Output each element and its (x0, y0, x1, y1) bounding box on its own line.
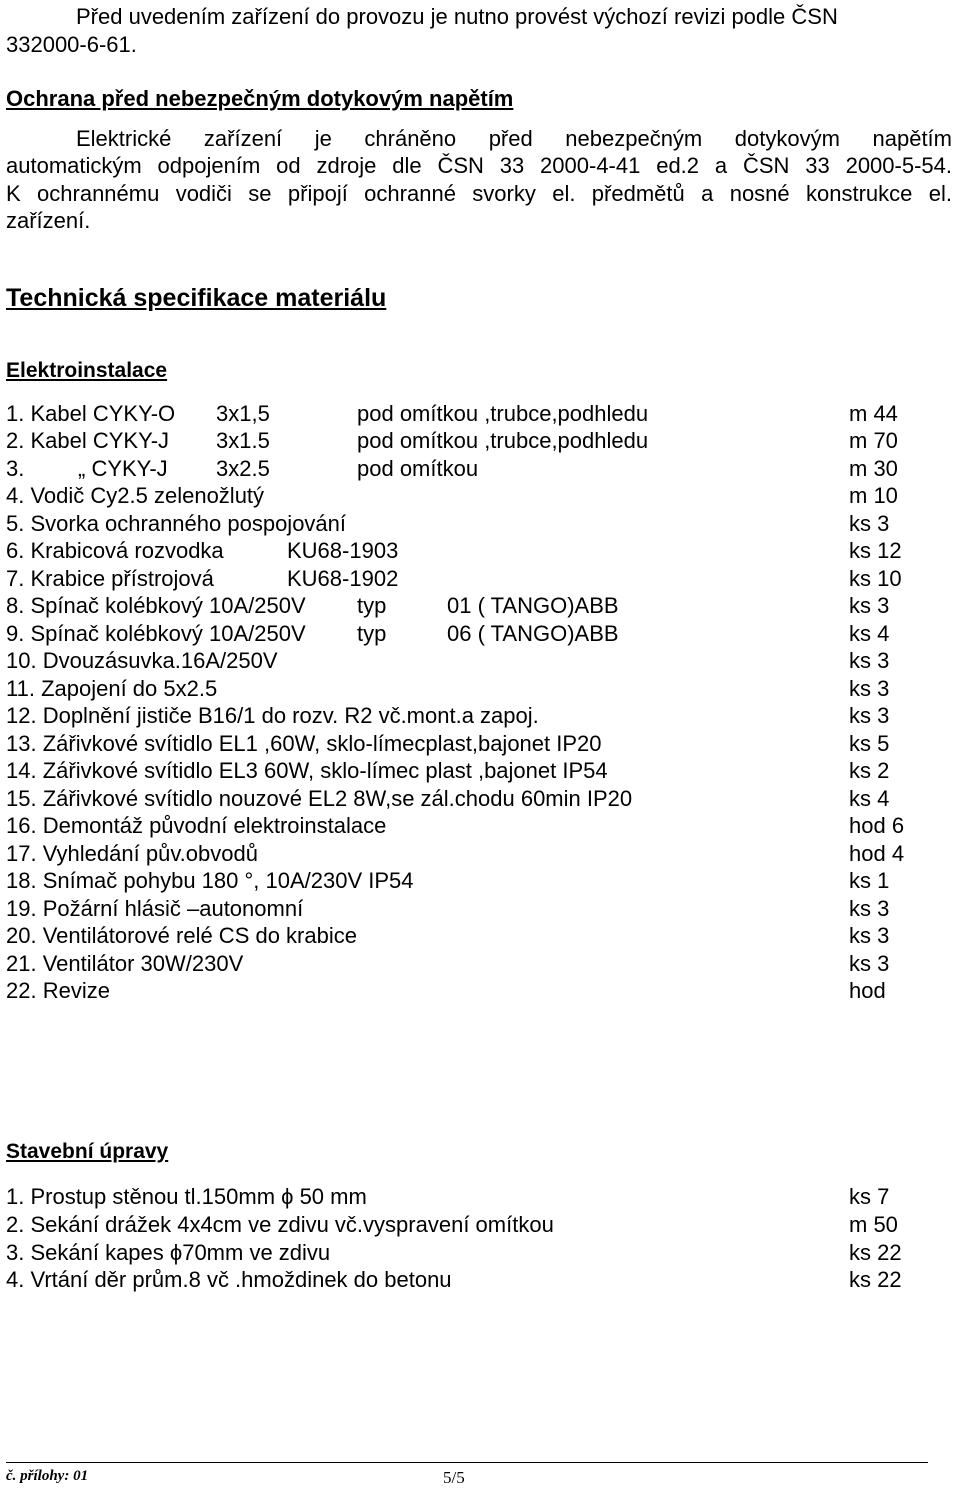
item-size: 3x2.5 (216, 456, 270, 481)
protection-line-2: automatickým odpojením od zdroje dle ČSN 33 2000-4-41 ed.2 a ČSN 33 2000-5-54. (6, 153, 952, 178)
item-text: 21. Ventilátor 30W/230V (6, 951, 244, 976)
item-text: 4. Vrtání děr prům.8 vč .hmoždinek do betonu (6, 1267, 452, 1292)
protection-line-1: Elektrické zařízení je chráněno před nebezpečným dotykovým napětím (76, 126, 952, 151)
protection-heading: Ochrana před nebezpečným dotykovým napětím (6, 86, 514, 111)
item-quantity: ks 3 (849, 593, 890, 618)
item-text: 5. Svorka ochranného pospojování (6, 511, 347, 536)
footer-page-number: 5/5 (443, 1468, 465, 1487)
item-text: 3. Sekání kapes ϕ70mm ve zdivu (6, 1240, 331, 1265)
item-text: 3. (6, 456, 25, 481)
item-text: 4. Vodič Cy2.5 zelenožlutý (6, 483, 265, 508)
item-quantity: m 70 (849, 428, 898, 453)
item-quantity: ks 1 (849, 868, 890, 893)
spec-title: Technická specifikace materiálu (6, 284, 387, 312)
item-quantity: ks 4 (849, 621, 890, 646)
item-quantity: ks 12 (849, 538, 902, 563)
item-text: 9. Spínač kolébkový 10A/250V (6, 621, 306, 646)
item-quantity: m 50 (849, 1212, 898, 1237)
item-quantity: ks 22 (849, 1240, 902, 1265)
item-text: 2. Kabel CYKY-J (6, 428, 170, 453)
item-text: 19. Požární hlásič –autonomní (6, 896, 304, 921)
footer-divider (6, 1462, 928, 1463)
item-size: 3x1.5 (216, 428, 270, 453)
protection-line-4: zařízení. (6, 208, 91, 233)
item-quantity: hod (849, 978, 886, 1003)
item-quantity: ks 3 (849, 896, 890, 921)
item-quantity: m 10 (849, 483, 898, 508)
item-quantity: ks 3 (849, 511, 890, 536)
item-quantity: ks 3 (849, 923, 890, 948)
item-text: 18. Snímač pohybu 180 °, 10A/230V IP54 (6, 868, 414, 893)
footer-attachment: č. přílohy: 01 (6, 1468, 89, 1484)
intro-line-1: Před uvedením zařízení do provozu je nutno provést výchozí revizi podle ČSN (76, 4, 838, 29)
item-quantity: ks 2 (849, 758, 890, 783)
item-text: 22. Revize (6, 978, 110, 1003)
item-quantity: hod 6 (849, 813, 905, 838)
item-quantity: m 44 (849, 401, 898, 426)
item-location: pod omítkou ,trubce,podhledu (357, 428, 649, 453)
item-location: pod omítkou ,trubce,podhledu (357, 401, 649, 426)
item-text: 8. Spínač kolébkový 10A/250V (6, 593, 306, 618)
item-quantity: ks 4 (849, 786, 890, 811)
item-location: pod omítkou (357, 456, 479, 481)
item-text: 7. Krabice přístrojová (6, 566, 214, 591)
item-text: 15. Zářivkové svítidlo nouzové EL2 8W,se zál.chodu 60min IP20 (6, 786, 633, 811)
item-quantity: ks 10 (849, 566, 902, 591)
protection-line-3: K ochrannému vodiči se připojí ochranné svorky el. předmětů a nosné konstrukce el. (6, 181, 952, 206)
item-text: 16. Demontáž původní elektroinstalace (6, 813, 387, 838)
item-text: 20. Ventilátorové relé CS do krabice (6, 923, 357, 948)
item-text: 12. Doplnění jističe B16/1 do rozv. R2 vč.mont.a zapoj. (6, 703, 539, 728)
item-quantity: m 30 (849, 456, 898, 481)
item-code: KU68-1902 (287, 566, 399, 591)
item-quantity: hod 4 (849, 841, 905, 866)
item-text: 17. Vyhledání pův.obvodů (6, 841, 258, 866)
item-code: 06 ( TANGO)ABB (447, 621, 619, 646)
item-text: 6. Krabicová rozvodka (6, 538, 224, 563)
item-text: 2. Sekání drážek 4x4cm ve zdivu vč.vyspravení omítkou (6, 1212, 554, 1237)
item-text: 11. Zapojení do 5x2.5 (6, 676, 218, 701)
item-text: 1. Prostup stěnou tl.150mm ϕ 50 mm (6, 1184, 367, 1209)
item-quantity: ks 3 (849, 951, 890, 976)
item-type: typ (357, 593, 387, 618)
electro-heading: Elektroinstalace (6, 359, 168, 382)
item-quantity: ks 7 (849, 1184, 890, 1209)
item-text: 13. Zářivkové svítidlo EL1 ,60W, sklo-límecplast,bajonet IP20 (6, 731, 602, 756)
intro-line-2: 332000-6-61. (6, 32, 137, 57)
item-type: typ (357, 621, 387, 646)
item-size: 3x1,5 (216, 401, 270, 426)
item-code: 01 ( TANGO)ABB (447, 593, 619, 618)
item-quantity: ks 5 (849, 731, 890, 756)
item-quantity: ks 3 (849, 676, 890, 701)
item-text: 10. Dvouzásuvka.16A/250V (6, 648, 278, 673)
item-text: 14. Zářivkové svítidlo EL3 60W, sklo-límec plast ,bajonet IP54 (6, 758, 608, 783)
item-quantity: ks 22 (849, 1267, 902, 1292)
item-quantity: ks 3 (849, 648, 890, 673)
item-type: „ CYKY-J (78, 456, 168, 481)
item-quantity: ks 3 (849, 703, 890, 728)
item-text: 1. Kabel CYKY-O (6, 401, 176, 426)
item-code: KU68-1903 (287, 538, 399, 563)
building-heading: Stavební úpravy (6, 1140, 169, 1163)
